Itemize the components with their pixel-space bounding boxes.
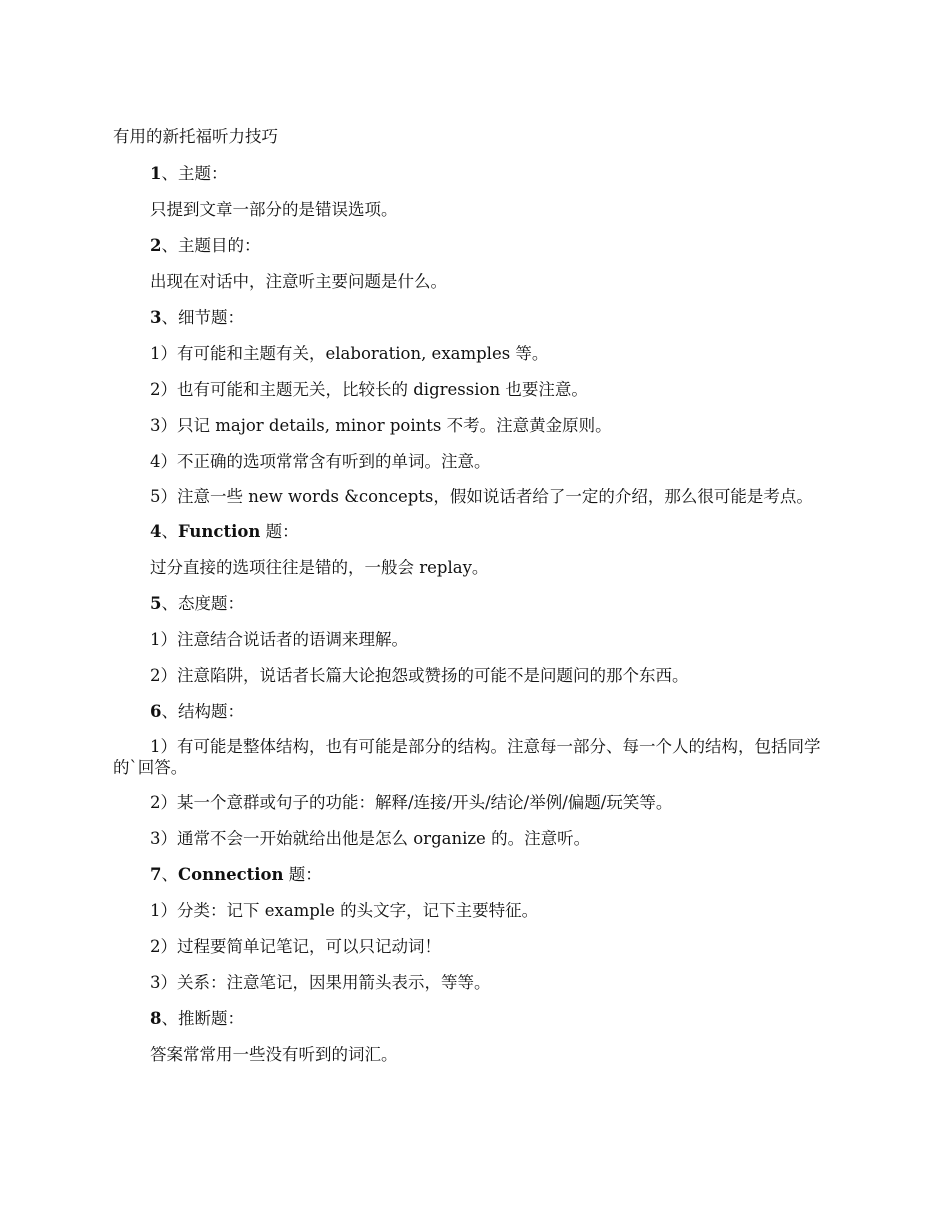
section-heading-text: 推断题： <box>177 1009 244 1028</box>
document-title: 有用的新托福听力技巧 <box>113 127 278 146</box>
section-heading <box>113 234 829 257</box>
section-separator: 、 <box>161 522 178 541</box>
paragraph: 过分直接的选项往往是错的，一般会 replay。 <box>150 558 489 577</box>
section-heading <box>113 162 829 185</box>
list-item: 2）也有可能和主题无关，比较长的 digression 也要注意。 <box>150 380 588 399</box>
section-number: 4 <box>150 522 162 541</box>
list-item: 2）某一个意群或句子的功能：解释/连接/开头/结论/举例/偏题/玩笑等。 <box>150 793 673 812</box>
section-heading <box>113 1007 829 1030</box>
section-number: 8 <box>150 1009 162 1028</box>
section-heading <box>113 700 829 723</box>
section-separator: 、 <box>161 236 178 255</box>
paragraph: 答案常常用一些没有听到的词汇。 <box>150 1045 398 1064</box>
section-separator: 、 <box>161 1009 178 1028</box>
list-item: 5）注意一些 new words &concepts，假如说话者给了一定的介绍，那么很可能是考点。 <box>150 487 813 506</box>
list-item: 1）注意结合说话者的语调来理解。 <box>150 630 408 649</box>
list-item: 3）只记 major details, minor points 不考。注意黄金原则。 <box>150 416 612 435</box>
section-heading-text: 题： <box>283 865 322 884</box>
section-heading <box>113 592 829 615</box>
section-number: 7 <box>150 865 162 884</box>
paragraph: 出现在对话中，注意听主要问题是什么。 <box>150 272 447 291</box>
section-heading-text: 细节题： <box>177 308 244 327</box>
section-heading <box>113 306 829 329</box>
list-item: 1）有可能和主题有关，elaboration, examples 等。 <box>150 344 549 363</box>
section-number: 2 <box>150 236 162 255</box>
section-heading-text: 题： <box>260 522 299 541</box>
section-heading-text: 态度题： <box>177 594 244 613</box>
section-number: 6 <box>150 702 162 721</box>
section-heading-keyword: Connection <box>177 865 284 884</box>
document-page <box>113 125 829 1079</box>
section-number: 1 <box>150 164 162 183</box>
section-heading-text: 主题： <box>177 164 228 183</box>
section-separator: 、 <box>161 594 178 613</box>
section-separator: 、 <box>161 308 178 327</box>
section-heading-keyword: Function <box>177 522 261 541</box>
section-separator: 、 <box>161 164 178 183</box>
list-item: 2）过程要简单记笔记，可以只记动词！ <box>150 937 441 956</box>
list-item: 1）分类：记下 example 的头文字，记下主要特征。 <box>150 901 539 920</box>
list-item: 3）关系：注意笔记，因果用箭头表示，等等。 <box>150 973 491 992</box>
section-number: 3 <box>150 308 162 327</box>
section-heading-text: 结构题： <box>177 702 244 721</box>
section-separator: 、 <box>161 865 178 884</box>
section-heading-text: 主题目的： <box>177 236 261 255</box>
list-item: 3）通常不会一开始就给出他是怎么 organize 的。注意听。 <box>150 829 591 848</box>
section-number: 5 <box>150 594 162 613</box>
list-item: 2）注意陷阱，说话者长篇大论抱怨或赞扬的可能不是问题问的那个东西。 <box>150 666 689 685</box>
section-heading <box>113 863 829 886</box>
list-item: 1）有可能是整体结构，也有可能是部分的结构。注意每一部分、每一个人的结构，包括同学的`回答。 <box>113 737 821 777</box>
list-item: 4）不正确的选项常常含有听到的单词。注意。 <box>150 452 491 471</box>
section-heading <box>113 520 829 543</box>
section-separator: 、 <box>161 702 178 721</box>
paragraph: 只提到文章一部分的是错误选项。 <box>150 200 398 219</box>
